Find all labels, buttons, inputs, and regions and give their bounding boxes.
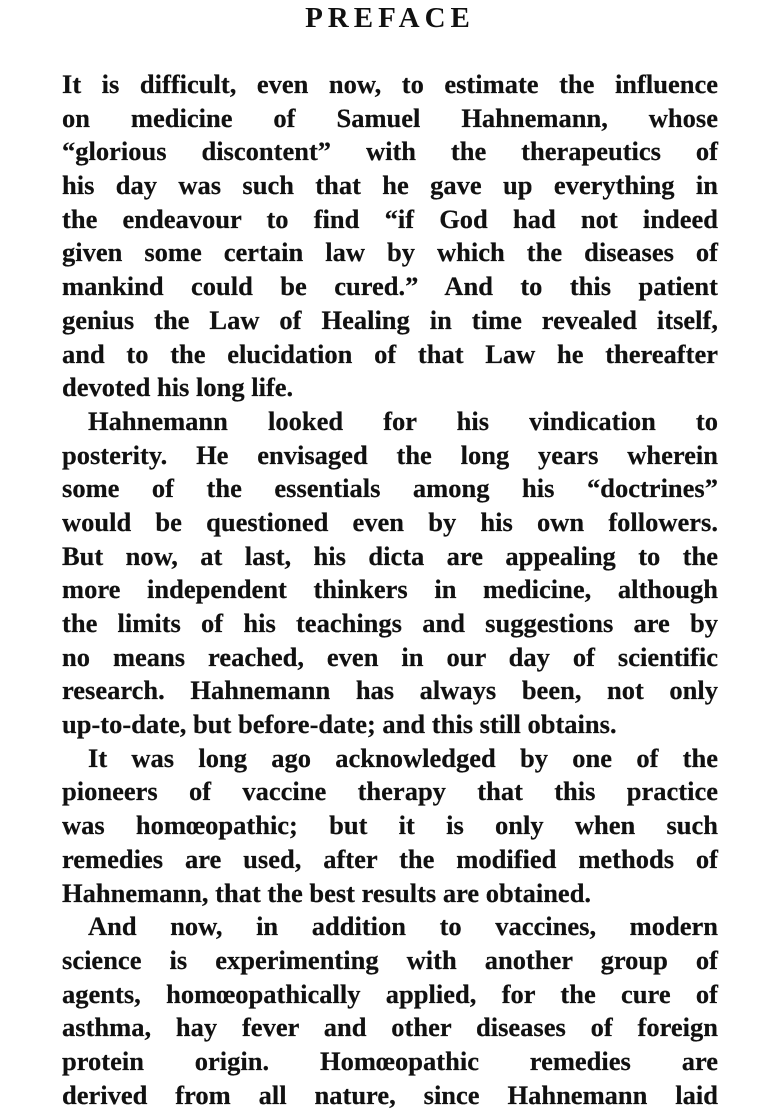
text-line: devoted his long life.	[62, 372, 294, 403]
text-line: research. Hahnemann has always been, not only	[62, 675, 718, 706]
paragraph	[62, 910, 718, 1112]
text-line: science is experimenting with another group of	[62, 944, 718, 975]
text-line: mankind could be cured.” And to this patient	[62, 271, 718, 302]
text-line: no means reached, even in our day of scientific	[62, 641, 718, 672]
paragraph	[62, 405, 718, 742]
text-line: It is difficult, even now, to estimate the influence	[62, 69, 718, 99]
text-line: his day was such that he gave up everything in	[62, 170, 718, 201]
text-line: genius the Law of Healing in time revealed itself,	[62, 304, 718, 335]
text-line: posterity. He envisaged the long years wherein	[62, 439, 718, 470]
text-line: more independent thinkers in medicine, although	[62, 574, 718, 605]
text-line: But now, at last, his dicta are appealing to the	[62, 540, 718, 571]
text-line: the endeavour to find “if God had not indeed	[62, 203, 718, 234]
text-line: and to the elucidation of that Law he thereafter	[62, 338, 718, 369]
text-line: would be questioned even by his own followers.	[62, 506, 718, 537]
text-line: And now, in addition to vaccines, modern	[88, 911, 718, 942]
paragraph	[62, 742, 718, 910]
paragraph	[62, 68, 718, 405]
text-line: was homœopathic; but it is only when such	[62, 810, 718, 841]
text-line: derived from all nature, since Hahnemann laid	[62, 1079, 718, 1110]
text-line: up-to-date, but before-date; and this still obtains.	[62, 709, 617, 740]
text-line: some of the essentials among his “doctrines”	[62, 473, 718, 504]
text-line: on medicine of Samuel Hahnemann, whose	[62, 102, 718, 133]
text-line: pioneers of vaccine therapy that this practice	[62, 776, 718, 807]
text-line: agents, homœopathically applied, for the cure of	[62, 978, 718, 1009]
text-line: Hahnemann looked for his vindication to	[88, 405, 718, 436]
text-line: asthma, hay fever and other diseases of foreign	[62, 1012, 718, 1043]
text-line: It was long ago acknowledged by one of the	[88, 742, 718, 773]
text-line: protein origin. Homœopathic remedies are	[62, 1045, 718, 1076]
text-line: “glorious discontent” with the therapeutics of	[62, 136, 718, 167]
page-title: PREFACE	[305, 2, 475, 34]
text-line: given some certain law by which the diseases of	[62, 237, 718, 268]
text-line: remedies are used, after the modified methods of	[62, 843, 718, 874]
body-text	[62, 68, 718, 1112]
text-line: Hahnemann, that the best results are obtained.	[62, 877, 592, 908]
text-line: the limits of his teachings and suggestions are by	[62, 608, 718, 638]
